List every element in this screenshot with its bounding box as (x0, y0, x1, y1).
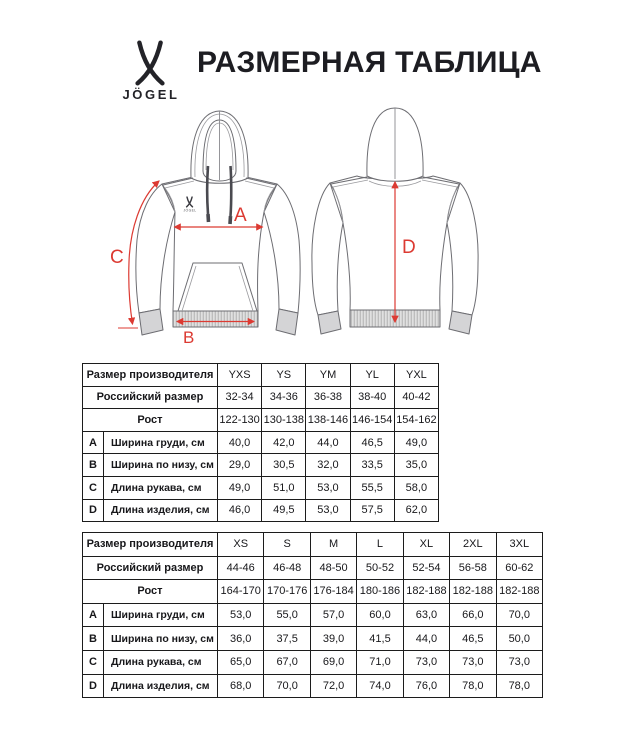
meta-value: 164-170 (218, 580, 264, 604)
measure-value: 30,5 (262, 454, 306, 477)
marker-a-label: A (234, 205, 247, 226)
meta-row (83, 386, 439, 409)
measure-label: Длина изделия, см (104, 499, 218, 522)
back-right-cuff (449, 311, 472, 334)
measure-label: Длина рукава, см (104, 650, 218, 674)
page-title: РАЗМЕРНАЯ ТАБЛИЦА (197, 46, 542, 79)
size-code: S (264, 533, 310, 557)
measure-value: 57,0 (310, 603, 356, 627)
meta-value: 32-34 (218, 386, 262, 409)
measure-row (83, 674, 543, 698)
meta-value: 182-188 (496, 580, 542, 604)
measure-value: 60,0 (357, 603, 403, 627)
size-table-youth (82, 363, 439, 522)
front-hem-rib (173, 311, 258, 327)
back-left-cuff (318, 311, 341, 334)
measure-value: 39,0 (310, 627, 356, 651)
measure-value: 35,0 (394, 454, 438, 477)
measure-letter: D (83, 499, 104, 522)
size-code: YS (262, 364, 306, 387)
measure-value: 57,5 (350, 499, 394, 522)
measure-value: 68,0 (218, 674, 264, 698)
measure-value: 76,0 (403, 674, 449, 698)
meta-row (83, 364, 439, 387)
size-code: L (357, 533, 403, 557)
measure-value: 33,5 (350, 454, 394, 477)
meta-value: 170-176 (264, 580, 310, 604)
measure-row (83, 627, 543, 651)
measure-row (83, 476, 439, 499)
measure-value: 40,0 (218, 431, 262, 454)
measure-value: 66,0 (450, 603, 496, 627)
meta-value: 36-38 (306, 386, 350, 409)
size-code: XL (403, 533, 449, 557)
measure-value: 55,0 (264, 603, 310, 627)
measure-value: 51,0 (262, 476, 306, 499)
size-table-adult (82, 532, 543, 698)
measure-letter: A (83, 603, 104, 627)
marker-d-label: D (402, 237, 416, 258)
measure-value: 44,0 (306, 431, 350, 454)
measure-value: 50,0 (496, 627, 542, 651)
meta-value: 138-146 (306, 409, 350, 432)
meta-row (83, 556, 543, 580)
measure-row (83, 431, 439, 454)
measure-value: 49,0 (218, 476, 262, 499)
measure-value: 78,0 (496, 674, 542, 698)
measure-value: 69,0 (310, 650, 356, 674)
measure-value: 53,0 (218, 603, 264, 627)
measure-letter: A (83, 431, 104, 454)
meta-row-label: Рост (83, 409, 218, 432)
measure-value: 58,0 (394, 476, 438, 499)
size-code: 2XL (450, 533, 496, 557)
meta-value: 34-36 (262, 386, 306, 409)
measure-row (83, 603, 543, 627)
meta-value: 122-130 (218, 409, 262, 432)
measure-letter: D (83, 674, 104, 698)
measure-value: 49,5 (262, 499, 306, 522)
meta-value: 146-154 (350, 409, 394, 432)
measure-value: 29,0 (218, 454, 262, 477)
measure-row (83, 499, 439, 522)
size-code: XS (218, 533, 264, 557)
measure-label: Ширина по низу, см (104, 454, 218, 477)
measure-letter: B (83, 454, 104, 477)
hoodie-front-outline (136, 111, 300, 335)
measure-value: 70,0 (264, 674, 310, 698)
meta-value: 176-184 (310, 580, 356, 604)
measure-value: 55,5 (350, 476, 394, 499)
measure-value: 62,0 (394, 499, 438, 522)
measure-value: 44,0 (403, 627, 449, 651)
measure-label: Ширина груди, см (104, 431, 218, 454)
measure-row (83, 454, 439, 477)
measure-value: 70,0 (496, 603, 542, 627)
measure-letter: C (83, 476, 104, 499)
measure-value: 32,0 (306, 454, 350, 477)
brand-name: JÖGEL (122, 87, 180, 102)
measure-value: 46,5 (350, 431, 394, 454)
brand-logo (108, 40, 192, 102)
marker-b-label: B (183, 328, 195, 347)
measure-value: 37,5 (264, 627, 310, 651)
measure-label: Длина рукава, см (104, 476, 218, 499)
meta-value: 56-58 (450, 556, 496, 580)
meta-value: 38-40 (350, 386, 394, 409)
measure-value: 49,0 (394, 431, 438, 454)
front-left-cuff (139, 309, 163, 335)
meta-row (83, 533, 543, 557)
size-code: 3XL (496, 533, 542, 557)
measure-value: 78,0 (450, 674, 496, 698)
meta-row-label: Российский размер (83, 556, 218, 580)
measure-value: 72,0 (310, 674, 356, 698)
meta-value: 50-52 (357, 556, 403, 580)
meta-row-label: Российский размер (83, 386, 218, 409)
measure-row (83, 650, 543, 674)
size-code: YM (306, 364, 350, 387)
size-code: YL (350, 364, 394, 387)
measure-value: 42,0 (262, 431, 306, 454)
hoodie-back-diagram (305, 100, 495, 350)
size-table (82, 532, 543, 698)
size-code: M (310, 533, 356, 557)
meta-row (83, 580, 543, 604)
jogel-logo-icon (128, 40, 172, 86)
measure-value: 73,0 (496, 650, 542, 674)
measure-value: 36,0 (218, 627, 264, 651)
meta-row-label: Размер производителя (83, 533, 218, 557)
meta-value: 52-54 (403, 556, 449, 580)
chest-logo-text: JÖGEL (183, 208, 197, 213)
measure-label: Ширина по низу, см (104, 627, 218, 651)
measure-label: Длина изделия, см (104, 674, 218, 698)
meta-value: 182-188 (450, 580, 496, 604)
meta-value: 60-62 (496, 556, 542, 580)
meta-value: 44-46 (218, 556, 264, 580)
meta-row-label: Размер производителя (83, 364, 218, 387)
measure-value: 53,0 (306, 499, 350, 522)
meta-value: 48-50 (310, 556, 356, 580)
size-code: YXS (218, 364, 262, 387)
measure-value: 41,5 (357, 627, 403, 651)
measure-value: 46,5 (450, 627, 496, 651)
meta-value: 40-42 (394, 386, 438, 409)
measure-value: 67,0 (264, 650, 310, 674)
size-table (82, 363, 439, 522)
meta-value: 154-162 (394, 409, 438, 432)
front-right-cuff (276, 309, 298, 335)
measure-value: 73,0 (450, 650, 496, 674)
measure-label: Ширина груди, см (104, 603, 218, 627)
measure-value: 71,0 (357, 650, 403, 674)
meta-value: 46-48 (264, 556, 310, 580)
meta-row (83, 409, 439, 432)
measure-value: 63,0 (403, 603, 449, 627)
marker-c-label: C (110, 247, 124, 268)
meta-row-label: Рост (83, 580, 218, 604)
measure-value: 65,0 (218, 650, 264, 674)
meta-value: 180-186 (357, 580, 403, 604)
measure-value: 53,0 (306, 476, 350, 499)
meta-value: 182-188 (403, 580, 449, 604)
measure-letter: C (83, 650, 104, 674)
measure-letter: B (83, 627, 104, 651)
size-code: YXL (394, 364, 438, 387)
hoodie-front-diagram (100, 100, 320, 350)
measure-value: 73,0 (403, 650, 449, 674)
measure-value: 74,0 (357, 674, 403, 698)
measure-value: 46,0 (218, 499, 262, 522)
meta-value: 130-138 (262, 409, 306, 432)
